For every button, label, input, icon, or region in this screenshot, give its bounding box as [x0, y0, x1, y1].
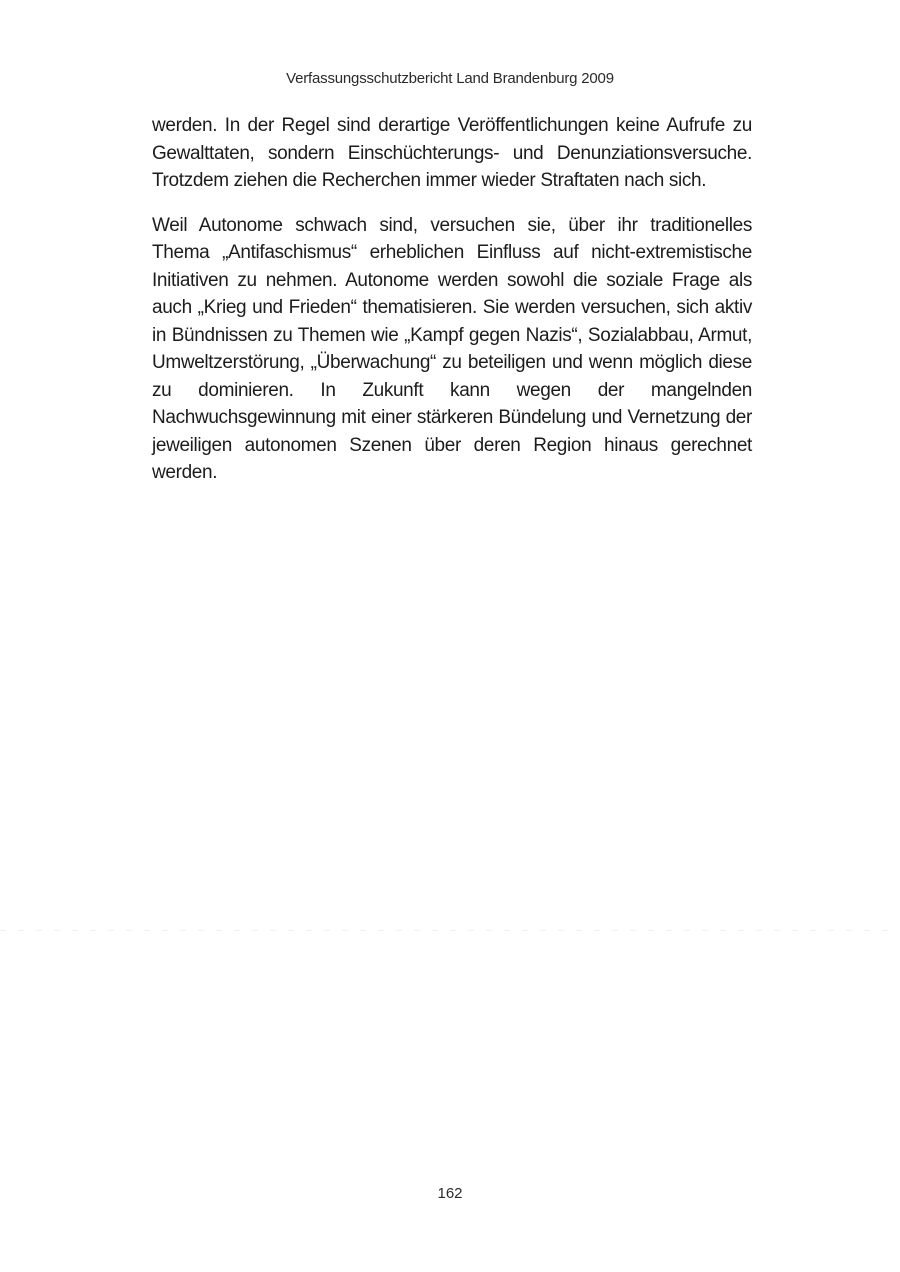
scan-artifact-line — [0, 930, 900, 931]
page-number: 162 — [437, 1185, 463, 1202]
running-header: Verfassungsschutzbericht Land Brandenburg 2009 — [286, 70, 614, 87]
body-text — [152, 112, 752, 504]
paragraph: werden. In der Regel sind derartige Veröffentlichungen keine Aufrufe zu Gewalttaten, sondern Einschüchterungs- und Denunziationsversuche. Trotzdem ziehen die Recherchen immer wieder Straftaten nach sich. — [152, 115, 752, 191]
paragraph: Weil Autonome schwach sind, versuchen sie, über ihr traditionelles Thema „Antifaschismus“ erheblichen Einfluss auf nicht-extremistische Initiativen zu nehmen. Autonome werden sowohl die soziale Frage als auch „Krieg und Frieden“ thematisieren. Sie werden versuchen, sich aktiv in Bündnissen zu Themen wie „Kampf gegen Nazis“, Sozialabbau, Armut, Umweltzerstörung, „Überwachung“ zu beteiligen und wenn möglich diese zu dominieren. In Zukunft kann wegen der mangelnden Nachwuchsgewinnung mit einer stärkeren Bündelung und Vernetzung der jeweiligen autonomen Szenen über deren Region hinaus gerechnet werden. — [152, 214, 752, 483]
